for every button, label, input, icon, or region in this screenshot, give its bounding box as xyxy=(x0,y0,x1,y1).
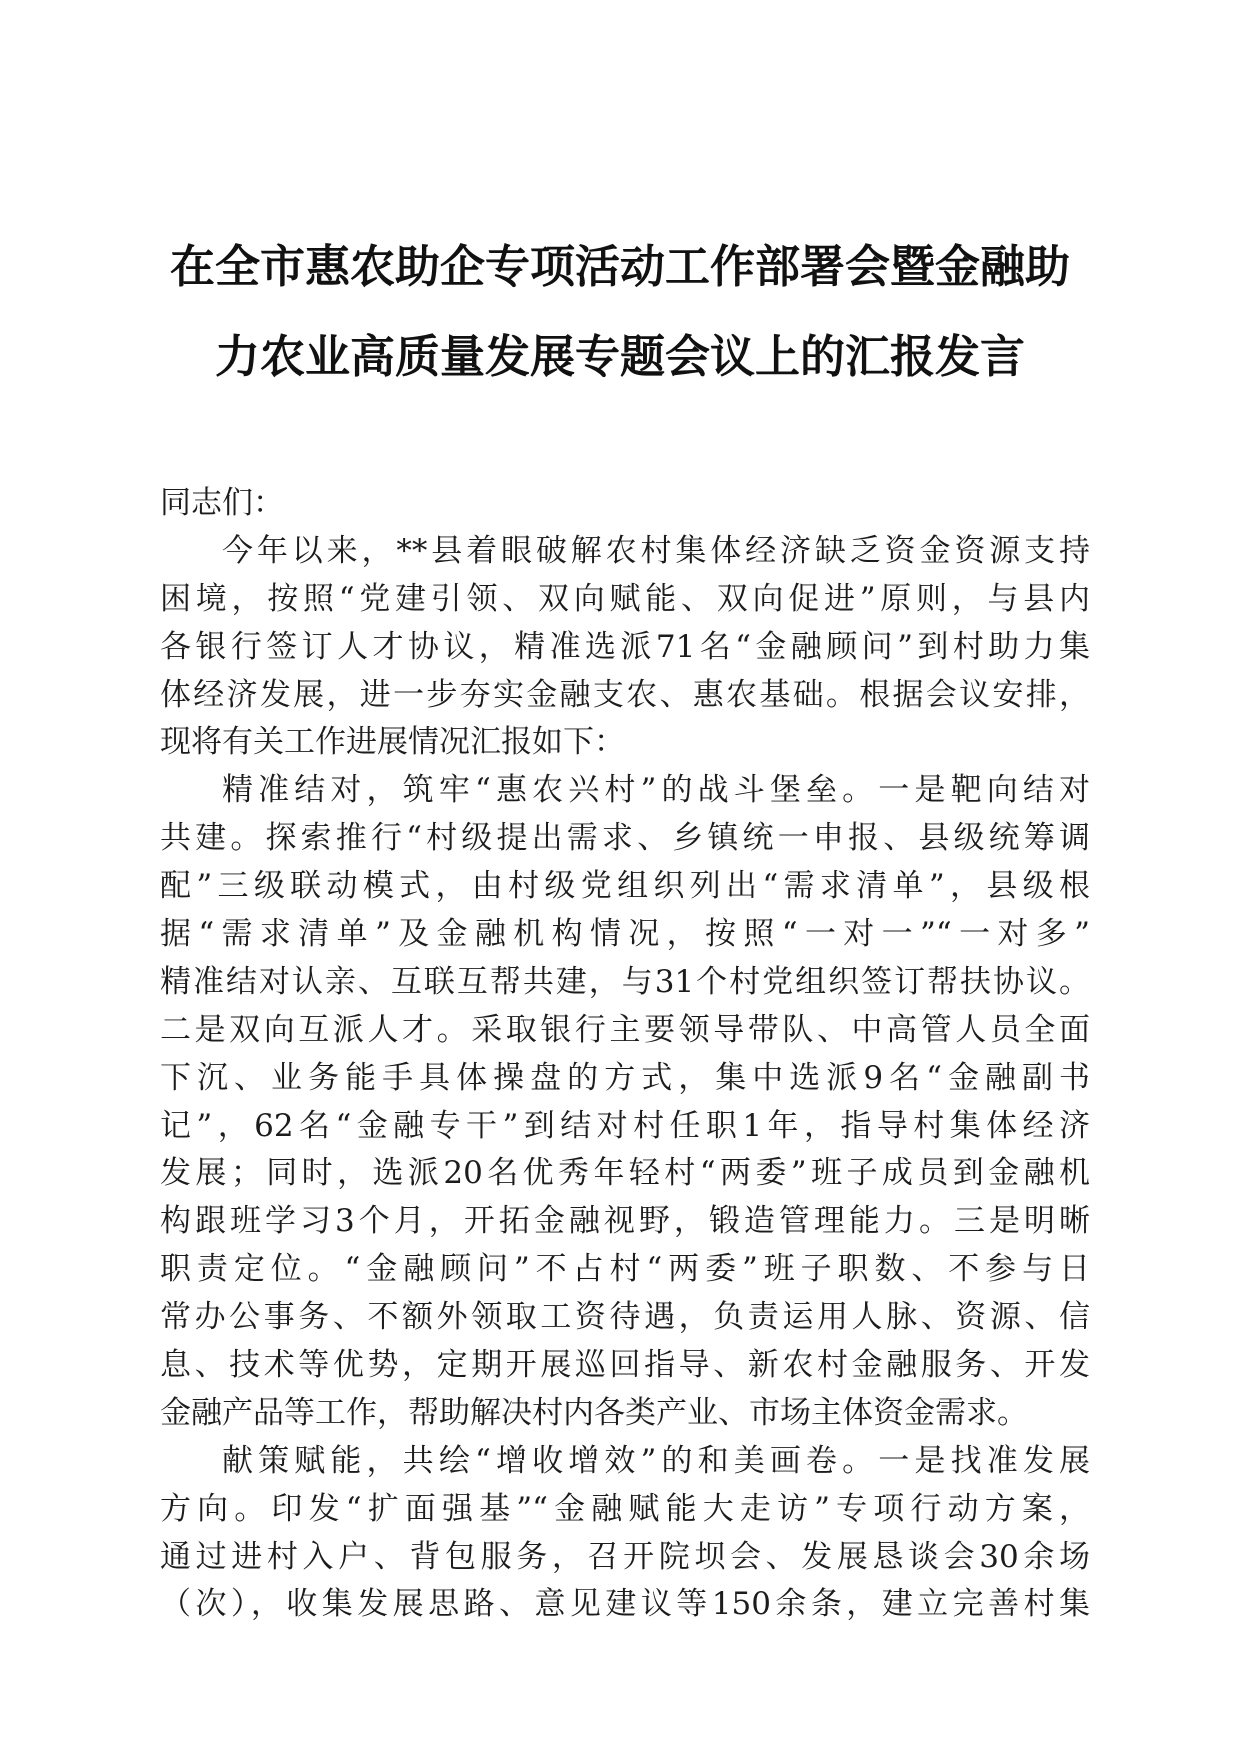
body-line: 记”，62名“金融专干”到结对村任职1年，指导村集体经济 xyxy=(160,1107,1090,1144)
body-line: 今年以来，**县着眼破解农村集体经济缺乏资金资源支持 xyxy=(222,532,1090,569)
body-line: 二是双向互派人才。采取银行主要领导带队、中高管人员全面 xyxy=(160,1011,1090,1048)
body-line: 下沉、业务能手具体操盘的方式，集中选派9名“金融副书 xyxy=(160,1059,1090,1096)
body-line: 困境，按照“党建引领、双向赋能、双向促进”原则，与县内 xyxy=(160,580,1090,617)
body-line: 职责定位。“金融顾问”不占村“两委”班子职数、不参与日 xyxy=(160,1251,1090,1288)
body-line: 据“需求清单”及金融机构情况，按照“一对一”“一对多” xyxy=(160,916,1090,953)
body-line: 精准结对认亲、互联互帮共建，与31个村党组织签订帮扶协议。 xyxy=(160,963,1090,1000)
body-line: 方向。印发“扩面强基”“金融赋能大走访”专项行动方案， xyxy=(160,1490,1090,1527)
title-line-2: 力农业高质量发展专题会议上的汇报发言 xyxy=(214,330,1025,383)
document-title xyxy=(140,222,1100,402)
title-line-1: 在全市惠农助企专项活动工作部署会暨金融助 xyxy=(169,240,1070,293)
body-line: 现将有关工作进展情况汇报如下： xyxy=(160,724,625,761)
body-line: 常办公事务、不额外领取工资待遇，负责运用人脉、资源、信 xyxy=(160,1299,1090,1336)
salutation: 同志们： xyxy=(160,485,284,521)
body-line: 息、技术等优势，定期开展巡回指导、新农村金融服务、开发 xyxy=(160,1347,1090,1384)
body-line: 通过进村入户、背包服务，召开院坝会、发展恳谈会30余场 xyxy=(160,1538,1090,1575)
body-line: 发展；同时，选派20名优秀年轻村“两委”班子成员到金融机 xyxy=(160,1155,1090,1192)
body-line: 配”三级联动模式，由村级党组织列出“需求清单”，县级根 xyxy=(160,868,1090,905)
body-line: 金融产品等工作，帮助解决村内各类产业、市场主体资金需求。 xyxy=(160,1394,1028,1431)
body-line: 体经济发展，进一步夯实金融支农、惠农基础。根据会议安排， xyxy=(160,676,1090,713)
body-line: 各银行签订人才协议，精准选派71名“金融顾问”到村助力集 xyxy=(160,628,1090,665)
body-line: （次），收集发展思路、意见建议等150余条，建立完善村集 xyxy=(160,1586,1090,1623)
document-body xyxy=(160,480,1090,1629)
body-line: 精准结对，筑牢“惠农兴村”的战斗堡垒。一是靶向结对 xyxy=(222,772,1090,809)
body-line: 献策赋能，共绘“增收增效”的和美画卷。一是找准发展 xyxy=(222,1442,1090,1479)
body-line: 共建。探索推行“村级提出需求、乡镇统一申报、县级统筹调 xyxy=(160,820,1090,857)
body-line: 构跟班学习3个月，开拓金融视野，锻造管理能力。三是明晰 xyxy=(160,1203,1090,1240)
